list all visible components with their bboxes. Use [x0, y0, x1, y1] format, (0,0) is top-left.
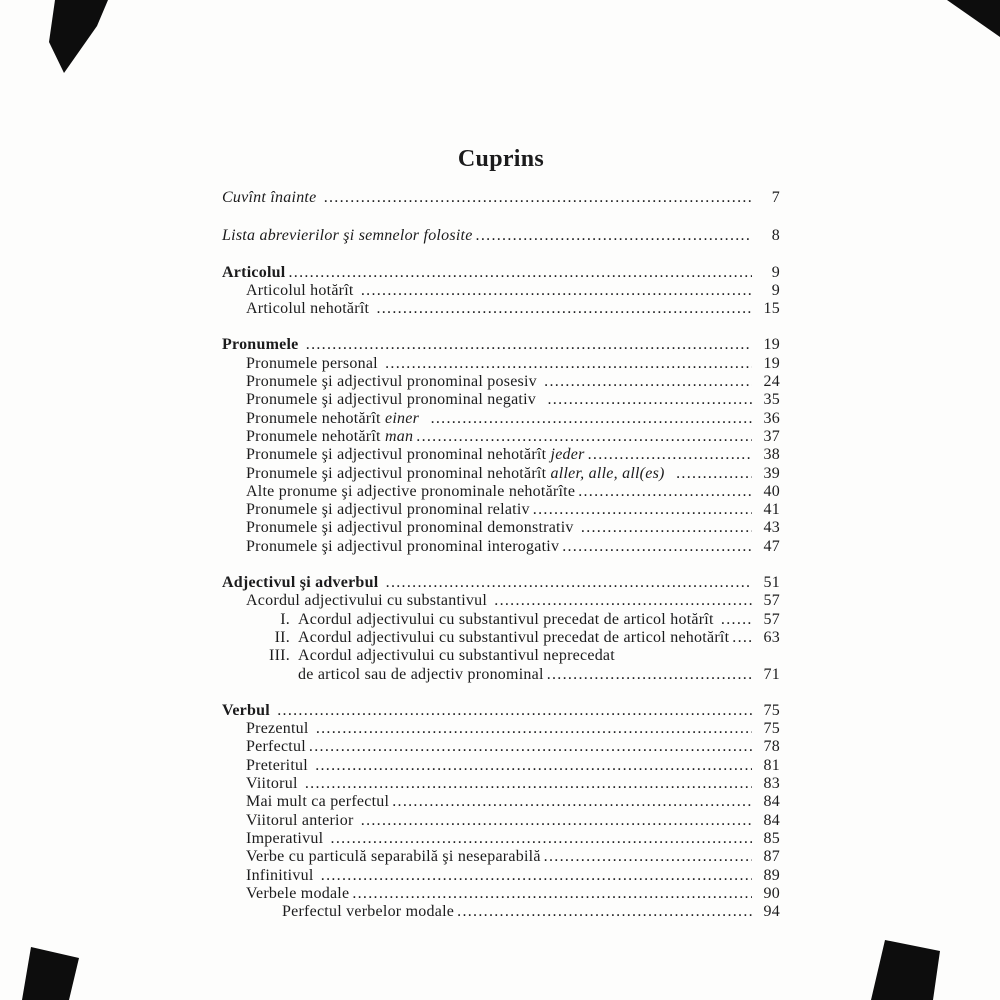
toc-entry-label: de articol sau de adjectiv pronominal [298, 665, 544, 683]
toc-entry-label: Verbul [222, 701, 275, 719]
toc-entry [222, 483, 780, 501]
dot-leader [544, 373, 752, 391]
dot-leader [321, 867, 752, 885]
toc-entry [222, 391, 780, 409]
page-number: 41 [763, 501, 780, 519]
toc-entry [222, 830, 780, 848]
toc-entry [222, 702, 780, 720]
dot-leader [431, 410, 752, 428]
dot-leader [361, 282, 752, 300]
page-number: 87 [763, 848, 780, 866]
toc-list [222, 189, 780, 921]
scan-artifact-top-left [49, 0, 108, 73]
toc-entry-label: Preteritul [246, 756, 313, 774]
toc-entry-label: Imperativul [246, 829, 328, 847]
dot-leader [315, 757, 752, 775]
toc-entry-label: Pronumele şi adjectivul pronominal negativ [246, 391, 545, 409]
toc-entry [222, 189, 780, 207]
toc-entry-label: Alte pronume şi adjective pronominale nehotărîte [246, 482, 576, 500]
dot-leader [306, 336, 752, 354]
toc-entry [222, 227, 780, 245]
page-number: 84 [763, 811, 780, 829]
toc-entry [222, 355, 780, 373]
toc-entry [222, 738, 780, 756]
page-number: 7 [771, 189, 780, 206]
toc-entry-label: Lista abrevierilor şi semnelor folosite [222, 227, 473, 245]
scan-artifact-top-right [947, 0, 1000, 37]
toc-entry-label: Pronumele şi adjectivul pronominal demonstrativ [246, 519, 578, 537]
dot-leader [392, 793, 752, 811]
page-number: 57 [763, 592, 780, 610]
toc-entry [222, 793, 780, 811]
dot-leader [457, 903, 752, 921]
page-number: 63 [763, 628, 780, 646]
dot-leader [305, 775, 752, 793]
toc-entry-label: Prezentul [246, 720, 313, 738]
page-number: 36 [763, 409, 780, 427]
dot-leader [562, 538, 752, 556]
dot-leader [385, 355, 752, 373]
dot-leader [732, 629, 752, 647]
toc-entry-label: Viitorul anterior [246, 811, 358, 829]
toc-entry-label: Pronumele şi adjectivul pronominal interogativ [246, 537, 560, 555]
toc-entry [222, 903, 780, 921]
dot-leader [324, 189, 752, 207]
dot-leader [548, 391, 753, 409]
dot-leader [277, 702, 752, 720]
page-title: Cuprins [457, 146, 545, 172]
page-number: 94 [763, 903, 780, 921]
toc-entry [222, 519, 780, 537]
page-number: 90 [763, 884, 780, 902]
toc-entry-label: Perfectul [246, 738, 306, 756]
dot-leader [361, 812, 752, 830]
toc-entry-label: Articolul [222, 263, 286, 281]
page-number: 83 [763, 775, 780, 793]
page-number: 39 [763, 464, 780, 482]
toc-entry-label: Pronumele şi adjectivul pronominal relativ [246, 501, 530, 519]
toc-entry [222, 647, 780, 665]
toc-entry-label: Pronumele şi adjectivul pronominal nehotărît aller, alle, all(es) [246, 464, 665, 482]
page-number: 15 [763, 300, 780, 318]
dot-leader [547, 666, 752, 684]
toc-entry-label: Pronumele nehotărît einer [246, 409, 420, 427]
page-number: 78 [763, 738, 780, 756]
scan-artifact-bottom-right [871, 940, 940, 1000]
toc-entry-label: Acordul adjectivului cu substantivul [246, 592, 492, 610]
page-number: 35 [763, 391, 780, 409]
page-number: 51 [763, 574, 780, 592]
dot-leader [352, 885, 752, 903]
page-number: 24 [763, 373, 780, 391]
toc-entry-label: Verbe cu particulă separabilă şi neseparabilă [246, 848, 541, 866]
page-number: 57 [763, 610, 780, 628]
toc-entry [222, 264, 780, 282]
toc-entry [222, 300, 780, 318]
toc-entry-label: Articolul hotărît [246, 281, 358, 299]
toc-entry [222, 538, 780, 556]
toc-entry-label: Acordul adjectivului cu substantivul precedat de articol nehotărît [298, 628, 730, 646]
page-number: 38 [763, 446, 780, 464]
dot-leader [416, 428, 752, 446]
dot-leader [309, 738, 752, 756]
toc-entry [222, 574, 780, 592]
page-number: 40 [763, 482, 780, 500]
page-number: 71 [763, 665, 780, 683]
toc-entry [222, 373, 780, 391]
toc-entry [222, 720, 780, 738]
toc-entry-label: Adjectivul şi adverbul [222, 574, 383, 592]
roman-numeral: II. [274, 628, 290, 646]
page-number: 19 [763, 336, 780, 354]
dot-leader [581, 519, 752, 537]
toc-entry [222, 428, 780, 446]
toc-entry [222, 629, 780, 647]
toc-entry-label: Infinitivul [246, 866, 318, 884]
roman-numeral: III. [269, 647, 290, 665]
page-number: 81 [763, 756, 780, 774]
toc-entry [222, 775, 780, 793]
dot-leader [386, 574, 752, 592]
toc-entry [222, 848, 780, 866]
toc-entry [222, 592, 780, 610]
toc-entry-label: Mai mult ca perfectul [246, 793, 390, 811]
dot-leader [544, 848, 752, 866]
toc-entry-label: Acordul adjectivului cu substantivul precedat de articol hotărît [298, 610, 718, 628]
dot-leader [533, 501, 752, 519]
page-number: 85 [763, 829, 780, 847]
page-number: 37 [763, 427, 780, 445]
page-number: 89 [763, 866, 780, 884]
toc-entry-label: Cuvînt înainte [222, 189, 321, 206]
toc-entry-label: Pronumele personal [246, 354, 383, 372]
page-number: 8 [771, 227, 780, 245]
dot-leader [578, 483, 752, 501]
toc-entry [222, 501, 780, 519]
page-number: 19 [763, 354, 780, 372]
toc-entry [222, 410, 780, 428]
dot-leader [676, 465, 752, 483]
toc-entry [222, 666, 780, 684]
scan-artifact-bottom-left [22, 947, 79, 1000]
page-number: 75 [763, 701, 780, 719]
page-number: 9 [771, 263, 780, 281]
toc-entry-label: Articolul nehotărît [246, 300, 374, 318]
page-number: 47 [763, 537, 780, 555]
toc-entry [222, 446, 780, 464]
toc-entry-label: Acordul adjectivului cu substantivul neprecedat [298, 647, 615, 665]
dot-leader [316, 720, 752, 738]
dot-leader [376, 300, 752, 318]
toc-entry-label: Pronumele [222, 336, 303, 354]
roman-numeral: I. [280, 610, 290, 628]
toc-entry-label: Viitorul [246, 775, 302, 793]
page-number: 84 [763, 793, 780, 811]
page-number: 75 [763, 720, 780, 738]
toc-entry-label: Perfectul verbelor modale [282, 903, 455, 921]
toc-entry [222, 465, 780, 483]
toc-entry [222, 867, 780, 885]
toc-content [222, 146, 780, 921]
toc-entry [222, 885, 780, 903]
dot-leader [588, 446, 752, 464]
page-number: 43 [763, 519, 780, 537]
toc-entry-label: Verbele modale [246, 884, 350, 902]
toc-entry-label: Pronumele şi adjectivul pronominal nehotărît jeder [246, 446, 585, 464]
dot-leader [721, 611, 752, 629]
toc-entry [222, 336, 780, 354]
page-number: 9 [771, 281, 780, 299]
dot-leader [494, 592, 752, 610]
toc-entry-label: Pronumele nehotărît man [246, 427, 414, 445]
dot-leader [288, 264, 752, 282]
dot-leader [331, 830, 752, 848]
toc-entry [222, 757, 780, 775]
toc-entry [222, 611, 780, 629]
toc-entry [222, 812, 780, 830]
dot-leader [476, 227, 752, 245]
toc-entry [222, 282, 780, 300]
toc-entry-label: Pronumele şi adjectivul pronominal posesiv [246, 373, 542, 391]
